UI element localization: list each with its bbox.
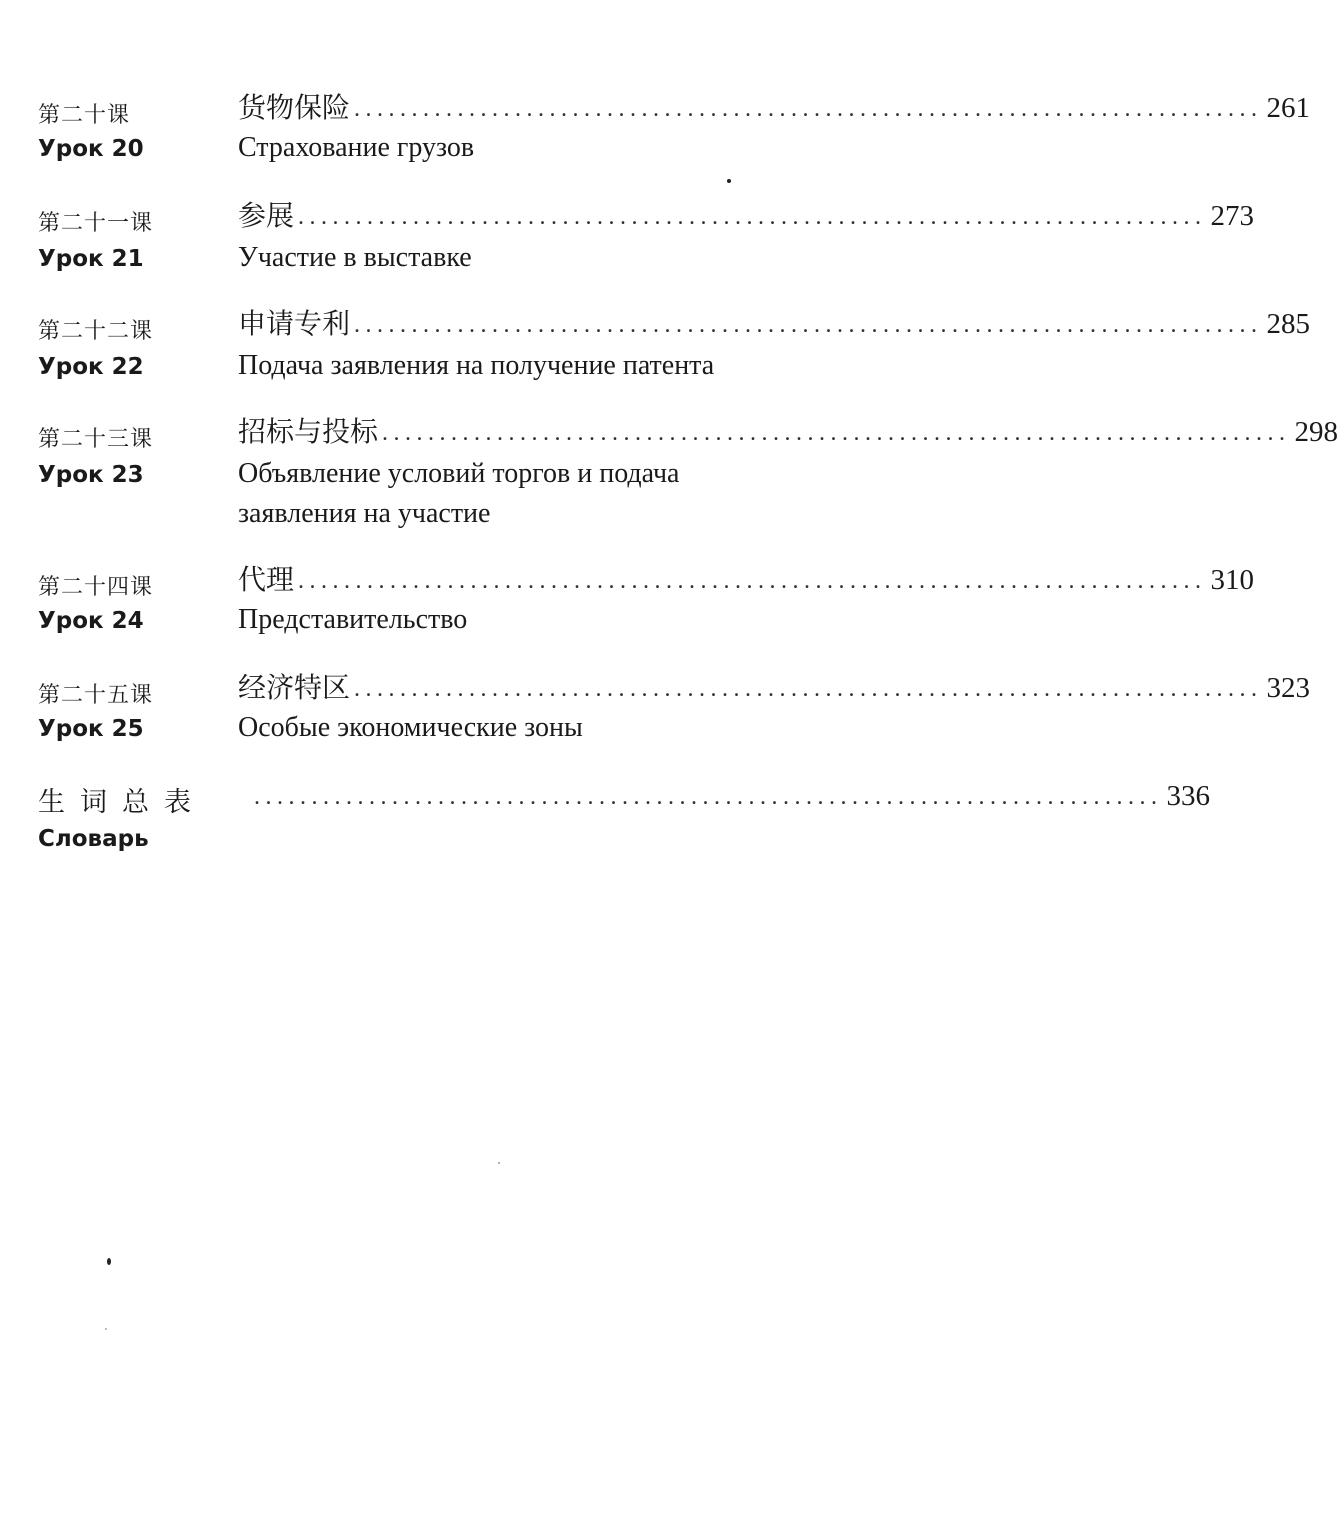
lesson-title-ru: Участие в выставке [238,242,472,273]
lesson-title-cn: 参展 [238,199,295,232]
lesson-number-cn: 第二十四课 [38,575,154,600]
lesson-title-cn: 经济特区 [238,671,351,704]
dot-leader: ............................................................................... [354,676,1263,702]
scan-speck [105,1328,107,1330]
lesson-number-ru: Урок 22 [38,354,144,380]
title-row [238,196,1255,234]
page-number: 273 [1210,200,1255,232]
lesson-number-ru: Урок 21 [38,246,144,272]
lesson-title-ru: Страхование грузов [238,132,475,163]
lesson-number-cn: 第二十一课 [38,211,154,236]
lesson-number-ru: Урок 24 [38,608,144,634]
lesson-title-ru: Особые экономические зоны [238,712,583,743]
page-number: 285 [1266,308,1311,340]
page-number: 336 [1166,780,1210,812]
title-row [238,412,1338,450]
lesson-title-ru: Представительство [238,604,468,635]
page-number: 298 [1294,416,1338,448]
dot-leader: ............................................................................... [254,784,1163,810]
lesson-title-cn: 货物保险 [238,91,351,124]
lesson-title-cn: 申请专利 [238,307,351,340]
lesson-number-ru: Урок 25 [38,716,144,742]
lesson-number-cn: 第二十二课 [38,319,154,344]
dot-leader: ............................................................................... [298,568,1207,594]
title-row [250,776,1210,814]
lesson-number-cn: 第二十课 [38,103,131,128]
title-row [238,668,1311,706]
lesson-number-cn: 第二十五课 [38,683,154,708]
lesson-title-cn: 招标与投标 [238,415,379,448]
scan-speck [107,1258,111,1265]
lesson-title-ru: Объявление условий торгов и подача заявления на участие [238,458,680,529]
dot-leader: ............................................................................... [382,420,1291,446]
title-row [238,304,1311,342]
dot-leader: ............................................................................... [354,312,1263,338]
scan-speck [498,1162,500,1164]
dot-leader: ............................................................................... [354,96,1263,122]
lesson-title-cn: 代理 [238,563,295,596]
page-number: 323 [1266,672,1311,704]
scan-speck [727,179,731,183]
glossary-title-cn: 生词总表 [38,787,206,818]
dot-leader: ............................................................................... [298,204,1207,230]
glossary-title-ru: Словарь [38,826,149,852]
page-number: 261 [1266,92,1311,124]
title-row [238,88,1311,126]
title-row [238,560,1255,598]
lesson-title-ru: Подача заявления на получение патента [238,350,715,381]
page-number: 310 [1210,564,1255,596]
lesson-number-ru: Урок 20 [38,136,144,162]
lesson-number-cn: 第二十三课 [38,427,154,452]
lesson-number-ru: Урок 23 [38,462,144,488]
